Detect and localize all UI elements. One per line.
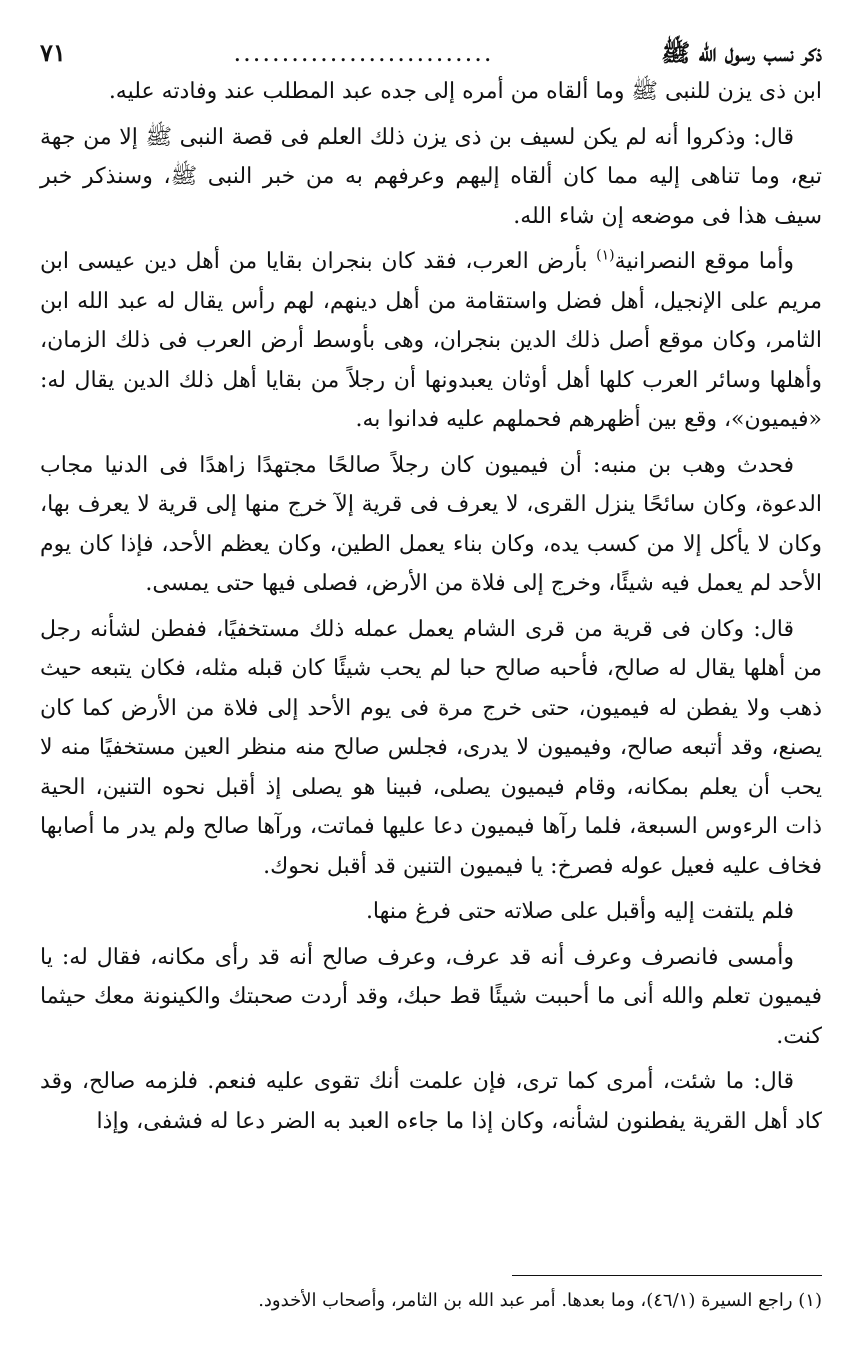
paragraph: فلم يلتفت إليه وأقبل على صلاته حتى فرغ منها.: [365, 899, 794, 924]
running-header: [40, 34, 822, 72]
footnote-divider: [512, 1275, 822, 1276]
footnote: (١) راجع السيرة (٤٦/١)، وما بعدها. أمر عبد الله بن الثامر، وأصحاب الأخدود.: [258, 1290, 822, 1311]
footnote-marker[interactable]: (١): [596, 247, 615, 264]
footnotes: [40, 1286, 822, 1316]
paragraph: وأمسى فانصرف وعرف أنه قد عرف، وعرف صالح أنه قد رأى مكانه، فقال له: يا فيميون تعلم والله أنى ما أحببت شيئًا قط حبك، وقد أردت صحبتك والكينونة معك حيثما كنت.: [40, 944, 822, 1049]
chapter-title: ذكر نسب رسول الله ﷺ: [661, 38, 822, 67]
book-page: [40, 34, 822, 1344]
paragraph: ابن ذى يزن للنبى ﷺ وما ألقاه من أمره إلى جده عبد المطلب عند وفادته عليه.: [108, 79, 822, 104]
paragraph: [40, 242, 822, 440]
dot-leader: ...........................: [233, 39, 494, 67]
main-text: [40, 72, 822, 1141]
page-number: ٧١: [40, 38, 66, 67]
paragraph-lead: وأما موقع النصرانية: [614, 249, 794, 274]
paragraph-rest: بأرض العرب، فقد كان بنجران بقايا من أهل دين عيسى ابن مريم على الإنجيل، أهل فضل واستقامة من أهل دينهم، لهم رأس يقال له عبد الله ابن الثامر، وكان موقع أصل ذلك الدين بنجران، وهى بأوسط أرض العرب فى ذلك الزمان، وأهلها وسائر العرب كلها أهل أوثان يعبدونها أن رجلاً من بقايا أهل ذلك الدين يقال له: «فيميون»، وقع بين أظهرهم فحملهم عليه فدانوا به.: [40, 249, 822, 432]
paragraph: قال: وكان فى قرية من قرى الشام يعمل عمله ذلك مستخفيًا، ففطن لشأنه رجل من أهلها يقال له صالح، فأحبه صالح حبا لم يحب شيئًا كان قبله مثله، فكان يتبعه حيث ذهب ولا يفطن له فيميون، حتى خرج مرة فى يوم الأحد إلى فلاة من الأرض كما كان يصنع، وقد أتبعه صالح، وفيميون لا يدرى، فجلس صالح منه منظر العين مستخفيًا منه لا يحب أن يعلم بمكانه، وقام فيميون يصلى، فبينا هو يصلى إذ أقبل نحوه التنين، الحية ذات الرءوس السبعة، فلما رآها فيميون دعا عليها فماتت، ورآها صالح ولم يدر ما أصابها فخاف عليه فعيل عوله فصرخ: يا فيميون التنين قد أقبل نحوك.: [40, 616, 822, 879]
paragraph: فحدث وهب بن منبه: أن فيميون كان رجلاً صالحًا مجتهدًا زاهدًا فى الدنيا مجاب الدعوة، وكان سائحًا ينزل القرى، لا يعرف فى قرية إلآ خرج منها إلى قرية لا يعرف بها، وكان لا يأكل إلا من كسب يده، وكان بناء يعمل الطين، وكان يعظم الأحد، فإذا كان يوم الأحد لم يعمل فيه شيئًا، وخرج إلى فلاة من الأرض، فصلى فيها حتى يمسى.: [40, 452, 822, 596]
paragraph: قال: وذكروا أنه لم يكن لسيف بن ذى يزن ذلك العلم فى قصة النبى ﷺ إلا من جهة تبع، وما تناهى إليه مما كان ألقاه إليهم وعرفهم به من خبر النبى ﷺ، وسنذكر خبر سيف هذا فى موضعه إن شاء الله.: [40, 124, 822, 229]
paragraph: قال: ما شئت، أمرى كما ترى، فإن علمت أنك تقوى عليه فنعم. فلزمه صالح، وقد كاد أهل القرية يفطنون لشأنه، وكان إذا ما جاءه العبد به الضر دعا له فشفى، وإذا: [40, 1069, 822, 1134]
